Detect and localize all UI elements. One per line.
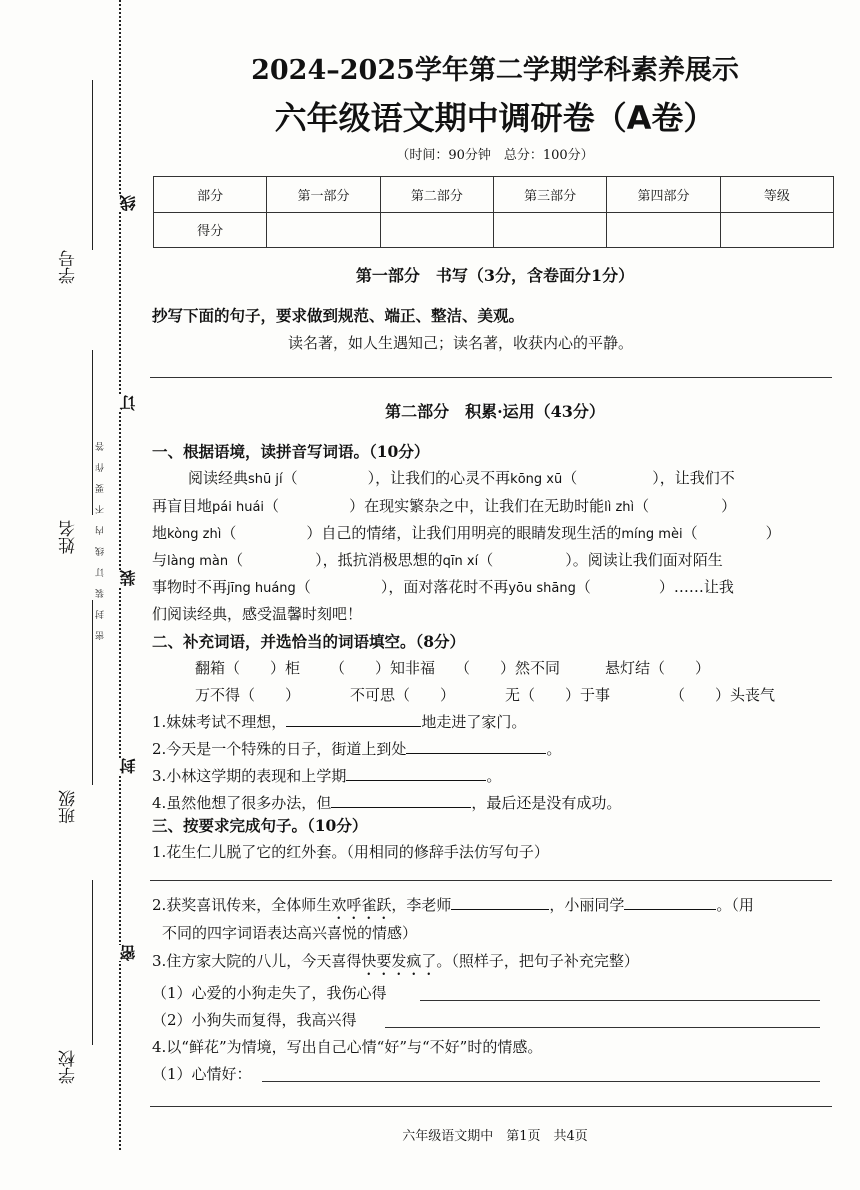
q1-text: 。阅读让我们面对陌生: [572, 551, 723, 569]
q1-text: ，让我们不: [659, 469, 735, 487]
q2-sentence4: [152, 792, 621, 813]
part2-title: 第二部分 积累·运用（43分）: [385, 402, 605, 421]
q2-sentence2: [152, 738, 561, 759]
answer-blank[interactable]: [624, 895, 716, 910]
q1-text: 地: [152, 524, 168, 542]
emphasized-text: 快要发疯了: [361, 952, 437, 970]
bind-char-xian: 线: [119, 195, 138, 211]
q1-heading: 一、根据语境，读拼音写词语。（10分）: [152, 442, 430, 461]
answer-line[interactable]: [150, 880, 832, 881]
idiom-item[interactable]: 悬灯结（ ）: [605, 659, 711, 677]
score-cell[interactable]: [380, 212, 493, 248]
q2-text: 地走进了家门。: [421, 713, 527, 731]
binding-warning: 密封装订线内不要作答: [96, 430, 106, 640]
answer-line[interactable]: [150, 1106, 832, 1107]
q3-item1: 1.花生仁儿脱了它的红外套。（用相同的修辞手法仿写句子）: [152, 843, 549, 861]
q2-text: 。: [546, 740, 562, 758]
score-header-cell: 部分: [154, 177, 267, 213]
q3-text: ，小丽同学: [549, 896, 625, 914]
idiom-item[interactable]: （ ）然不同: [455, 659, 561, 677]
score-cell[interactable]: [493, 212, 606, 248]
score-header-cell: 第四部分: [607, 177, 720, 213]
class-label: 班级: [59, 790, 79, 824]
copy-writing-line[interactable]: [150, 377, 832, 378]
answer-blank[interactable]: [331, 793, 471, 808]
score-header-cell: 等级: [720, 177, 833, 213]
pinyin: kōng xū: [510, 472, 563, 487]
q2-text: ，最后还是没有成功。: [471, 794, 622, 812]
student-number-field[interactable]: [92, 80, 93, 250]
q3-text: 。（用: [716, 896, 754, 914]
q3-item4-1: （1）心情好：: [152, 1065, 252, 1083]
q1-text: ，抵抗消极思想的: [322, 551, 443, 569]
idiom-item[interactable]: 万不得（ ）: [195, 686, 301, 704]
answer-line[interactable]: [262, 1081, 820, 1082]
answer-blank[interactable]: [346, 766, 486, 781]
idiom-item[interactable]: （ ）知非福: [330, 659, 436, 677]
bind-char-feng: 封: [119, 758, 138, 774]
pinyin: pái huái: [212, 500, 265, 515]
class-field[interactable]: [92, 600, 93, 785]
exam-title-line1: 2024–2025学年第二学期学科素养展示: [251, 55, 739, 86]
exam-title-line2: 六年级语文期中调研卷（A卷）: [274, 99, 716, 137]
pinyin: qīn xí: [442, 554, 479, 569]
q3-item3-2: （2）小狗失而复得，我高兴得: [152, 1011, 357, 1029]
q3-text: 2.获奖喜讯传来，全体师生: [152, 896, 332, 914]
score-cell[interactable]: [720, 212, 833, 248]
q1-line1: 阅读经典shū jí（ ），让我们的心灵不再kōng xū（ ），让我们不: [188, 469, 735, 487]
score-row-label: 得分: [154, 212, 267, 248]
q1-line4: 与làng màn（ ），抵抗消极思想的qīn xí（ ）。阅读让我们面对陌生: [152, 551, 723, 569]
pinyin: yōu shāng: [508, 581, 576, 596]
q3-item3: [152, 950, 639, 979]
pinyin: shū jí: [248, 472, 283, 487]
q2-heading: 二、补充词语，并选恰当的词语填空。（8分）: [152, 632, 466, 651]
q3-text: 3.住方家大院的八儿，今天喜得: [152, 952, 362, 970]
answer-blank[interactable]: [451, 895, 549, 910]
q3-item2: [152, 894, 754, 923]
q3-item3-1: （1）心爱的小狗走失了，我伤心得: [152, 984, 387, 1002]
page-footer: 六年级语文期中 第1页 共4页: [402, 1129, 588, 1144]
pinyin: làng màn: [167, 554, 229, 569]
score-header-cell: 第一部分: [267, 177, 380, 213]
score-table: [153, 176, 834, 248]
school-field[interactable]: [92, 880, 93, 1045]
q2-idiom-row1: [195, 657, 710, 678]
answer-blank[interactable]: [286, 712, 421, 727]
pinyin: lì zhì: [604, 500, 635, 515]
q3-text: ，李老师: [391, 896, 452, 914]
idiom-item[interactable]: 无（ ）于事: [505, 686, 611, 704]
q1-text: 在现实繁杂之中，让我们在无助时能: [364, 497, 605, 515]
score-cell[interactable]: [607, 212, 720, 248]
q1-text: ，面对落花时不再: [388, 578, 509, 596]
q3-heading: 三、按要求完成句子。（10分）: [152, 816, 368, 835]
q1-line5: 事物时不再jīng huáng（ ），面对落花时不再yōu shāng（ ）……让我: [152, 578, 734, 596]
pinyin: jīng huáng: [227, 581, 296, 596]
q1-line2: 再盲目地pái huái（ ）在现实繁杂之中，让我们在无助时能lì zhì（ ）: [152, 497, 737, 515]
score-cell[interactable]: [267, 212, 380, 248]
idiom-item[interactable]: 翻箱（ ）柜: [195, 659, 301, 677]
name-label: 姓名: [59, 520, 79, 554]
answer-line[interactable]: [420, 1000, 820, 1001]
score-table-header-row: [154, 177, 834, 213]
score-header-cell: 第三部分: [493, 177, 606, 213]
emphasized-text: 欢呼雀跃: [331, 896, 392, 914]
part1-instruction: 抄写下面的句子，要求做到规范、端正、整洁、美观。: [152, 306, 525, 325]
part1-sentence: 读名著，如人生遇知己；读名著，收获内心的平静。: [288, 334, 634, 352]
q2-text: 1.妹妹考试不理想，: [152, 713, 287, 731]
q1-line6: 们阅读经典，感受温馨时刻吧！: [152, 605, 363, 623]
q1-text: 自己的情绪，让我们用明亮的眼睛发现生活的: [321, 524, 622, 542]
q2-text: 3.小林这学期的表现和上学期: [152, 767, 347, 785]
score-header-cell: 第二部分: [380, 177, 493, 213]
q3-item2-note: 不同的四字词语表达高兴喜悦的情感）: [162, 924, 418, 942]
score-table-score-row: [154, 212, 834, 248]
q2-sentence3: [152, 765, 501, 786]
part1-title: 第一部分 书写（3分，含卷面分1分）: [355, 266, 635, 285]
idiom-item[interactable]: 不可思（ ）: [350, 686, 456, 704]
q1-text: ，让我们的心灵不再: [375, 469, 511, 487]
q1-text: ……让我: [673, 578, 734, 596]
q2-idiom-row2: [195, 684, 775, 705]
q1-line3: 地kòng zhì（ ）自己的情绪，让我们用明亮的眼睛发现生活的míng mèi（ ）: [152, 524, 781, 542]
student-number-label: 学号: [59, 250, 79, 284]
answer-line[interactable]: [385, 1027, 820, 1028]
q2-text: 2.今天是一个特殊的日子，街道上到处: [152, 740, 407, 758]
q2-text: 。: [486, 767, 502, 785]
q1-text: 再盲目地: [152, 497, 213, 515]
q3-item4: 4.以“鲜花”为情境，写出自己心情“好”与“不好”时的情感。: [152, 1038, 543, 1056]
idiom-item[interactable]: （ ）头丧气: [670, 686, 776, 704]
pinyin: kòng zhì: [167, 527, 222, 542]
q1-text: 阅读经典: [188, 469, 249, 487]
bind-char-ding: 订: [119, 395, 138, 411]
name-field[interactable]: [92, 350, 93, 515]
answer-blank[interactable]: [406, 739, 546, 754]
q2-text: 4.虽然他想了很多办法，但: [152, 794, 332, 812]
exam-time-score: （时间：90分钟 总分：100分）: [396, 148, 594, 163]
bind-char-mi: 密: [119, 945, 138, 961]
pinyin: míng mèi: [621, 527, 683, 542]
bind-char-zhuang: 装: [119, 570, 138, 586]
q1-text: 事物时不再: [152, 578, 228, 596]
school-label: 学校: [59, 1050, 79, 1084]
q2-sentence1: [152, 711, 526, 732]
q3-text: 。（照样子，把句子补充完整）: [436, 952, 639, 970]
q1-text: 与: [152, 551, 168, 569]
